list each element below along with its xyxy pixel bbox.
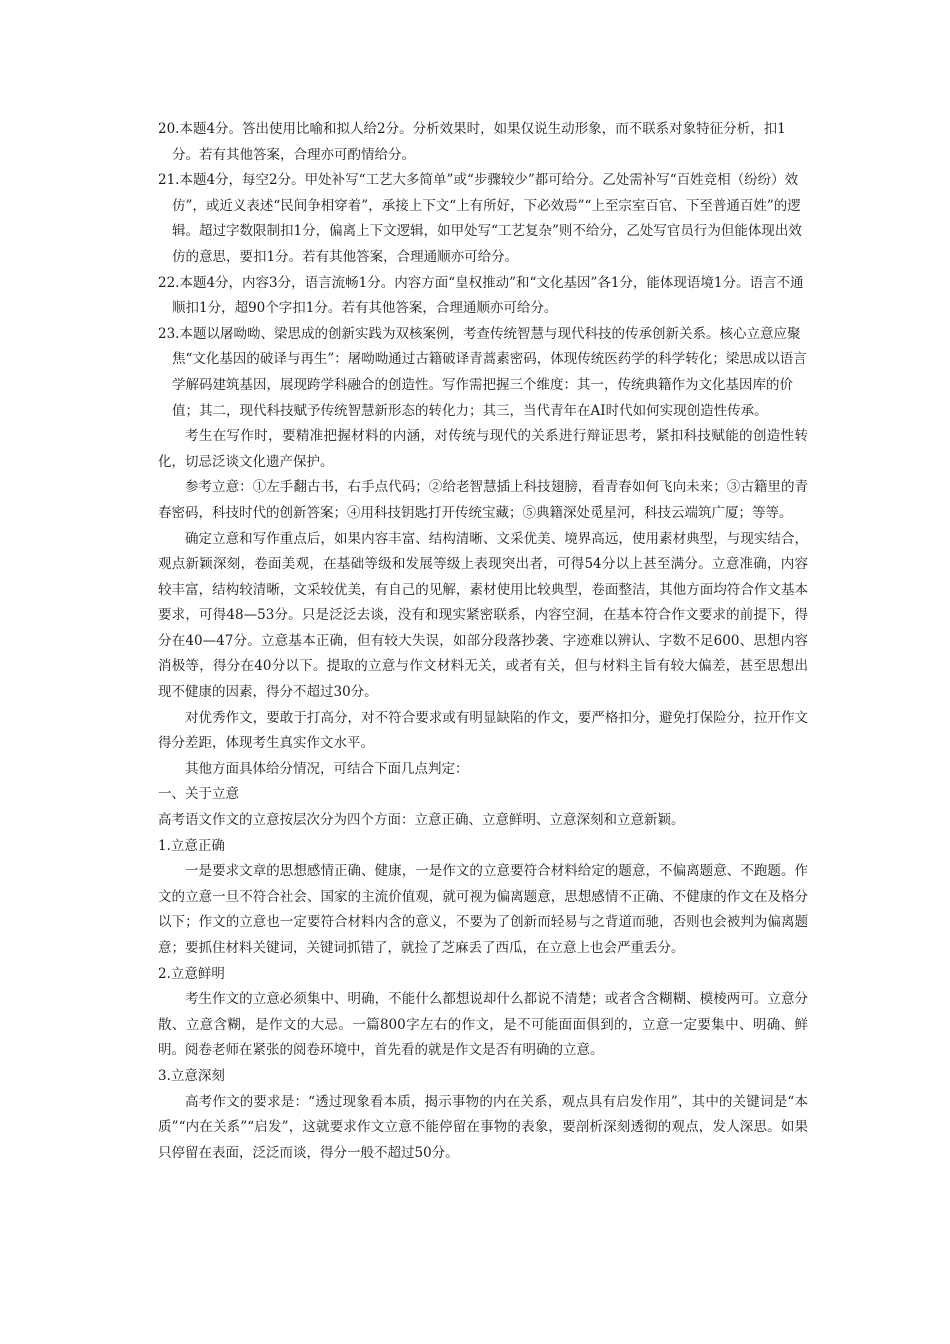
answer-20: 20.本题4分。答出使用比喻和拟人给2分。分析效果时，如果仅说生动形象，而不联系对象特征分析，扣1分。若有其他答案，合理亦可酌情给分。 [158,121,786,163]
subsection-title: 2.立意鲜明 [158,965,225,982]
paragraph: 确定立意和写作重点后，如果内容丰富、结构清晰、文采优美、境界高远，使用素材典型，与现实结合，观点新颖深刻，卷面美观，在基础等级和发展等级上表现突出者，可得54分以上甚至满分。立意准确，内容较丰富，结构较清晰，文采较优美，有自己的见解，素材使用比较典型，卷面整洁，其他方面均符合作文基本要求，可得48—53分。只是泛泛去谈，没有和现实紧密联系，内容空洞，在基本符合作文要求的前提下，得分在40—47分。立意基本正确，但有较大失误，如部分段落抄袭、字迹难以辨认、字数不足600、思想内容消极等，得分在40分以下。提取的立意与作文材料无关，或者有关，但与材料主旨有较大偏差，甚至思想出现不健康的因素，得分不超过30分。 [158,530,808,701]
subsection-title: 3.立意深刻 [158,1067,225,1084]
paragraph: 考生在写作时，要精准把握材料的内涵，对传统与现代的关系进行辩证思考，紧扣科技赋能的创造性转化，切忌泛谈文化遗产保护。 [158,428,808,470]
paragraph: 高考作文的要求是：“透过现象看本质，揭示事物的内在关系，观点具有启发作用”，其中的关键词是“本质”“内在关系”“启发”，这就要求作文立意不能停留在事物的表象，要剖析深刻透彻的观点，发人深思。如果只停留在表面，泛泛而谈，得分一般不超过50分。 [158,1093,808,1161]
reference-ideas: 参考立意：①左手翻古书，右手点代码；②给老智慧插上科技翅膀，看青春如何飞向未来；③古籍里的青春密码，科技时代的创新答案；④用科技钥匙打开传统宝藏；⑤典籍深处觅星河，科技云端筑广厦；等等。 [158,479,808,521]
paragraph: 其他方面具体给分情况，可结合下面几点判定： [185,760,469,777]
answer-21: 21.本题4分，每空2分。甲处补写“工艺大多简单”或“步骤较少”都可给分。乙处需补写“百姓竞相（纷纷）效仿”，或近义表述“民间争相穿着”，承接上下文“上有所好，下必效焉”“上至宗室百官、下至普通百姓”的逻辑。超过字数限制扣1分，偏离上下文逻辑，如甲处写“工艺复杂”则不给分，乙处写官员行为但能体现出效仿的意思，要扣1分。若有其他答案，合理通顺亦可给分。 [158,172,802,265]
section-intro: 高考语文作文的立意按层次分为四个方面：立意正确、立意鲜明、立意深刻和立意新颖。 [158,812,685,829]
document-content [158,117,808,1166]
subsection-title: 1.立意正确 [158,837,225,854]
answer-23: 23.本题以屠呦呦、梁思成的创新实践为双核案例，考查传统智慧与现代科技的传承创新关系。核心立意应聚焦“文化基因的破译与再生”：屠呦呦通过古籍破译青蒿素密码，体现传统医药学的科学转化；梁思成以语言学解码建筑基因，展现跨学科融合的创造性。写作需把握三个维度：其一，传统典籍作为文化基因库的价值；其二，现代科技赋予传统智慧新形态的转化力；其三，当代青年在AI时代如何实现创造性传承。 [158,325,807,419]
section-heading: 一、关于立意 [158,786,239,803]
paragraph: 一是要求文章的思想感情正确、健康，一是作文的立意要符合材料给定的题意，不偏离题意、不跑题。作文的立意一旦不符合社会、国家的主流价值观，就可视为偏离题意，思想感情不正确、不健康的作文在及格分以下；作文的立意也一定要符合材料内含的意义，不要为了创新而轻易与之背道而驰，否则也会被判为偏离题意；要抓住材料关键词，关键词抓错了，就捡了芝麻丢了西瓜，在立意上也会严重丢分。 [158,863,808,956]
paragraph: 对优秀作文，要敢于打高分，对不符合要求或有明显缺陷的作文，要严格扣分，避免打保险分，拉开作文得分差距，体现考生真实作文水平。 [158,709,808,752]
paragraph: 考生作文的立意必须集中、明确，不能什么都想说却什么都说不清楚；或者含含糊糊、模棱两可。立意分散、立意含糊，是作文的大忌。一篇800字左右的作文，是不可能面面俱到的，立意一定要集中、明确、鲜明。阅卷老师在紧张的阅卷环境中，首先看的就是作文是否有明确的立意。 [158,991,808,1059]
answer-22: 22.本题4分，内容3分，语言流畅1分。内容方面“皇权推动”和“文化基因”各1分，能体现语境1分。语言不通顺扣1分，超90个字扣1分。若有其他答案，合理通顺亦可给分。 [158,274,804,317]
